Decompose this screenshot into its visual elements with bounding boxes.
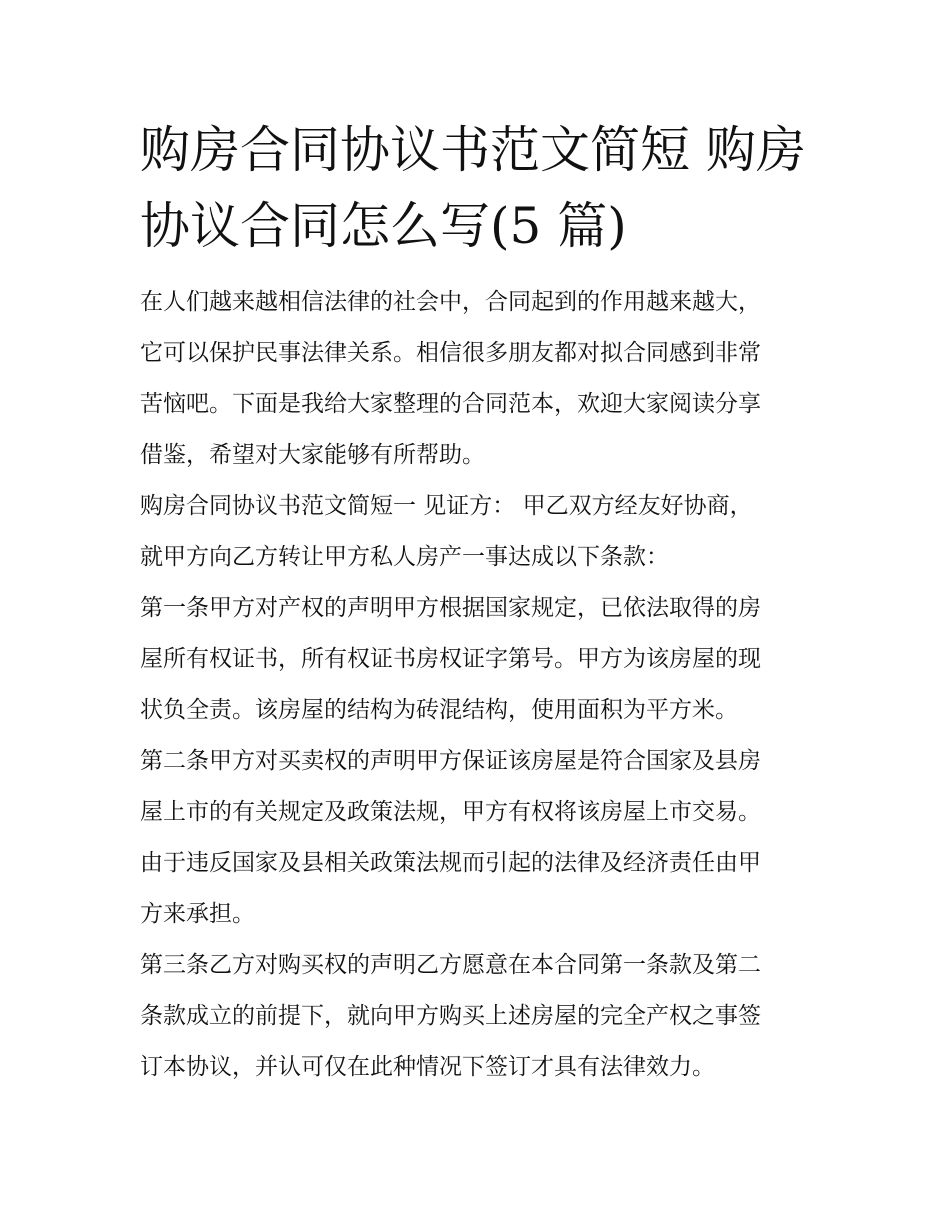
paragraph-line: 借鉴，希望对大家能够有所帮助。 [140,442,485,468]
paragraph-line: 方来承担。 [140,901,255,927]
paragraph-line: 由于违反国家及县相关政策法规而引起的法律及经济责任由甲 [140,850,761,876]
paragraph-preamble [140,481,830,583]
paragraph-line: 屋上市的有关规定及政策法规，甲方有权将该房屋上市交易。 [140,799,761,825]
paragraph-line: 购房合同协议书范文简短一 见证方： 甲乙双方经友好协商， [140,493,753,519]
paragraph-article-3 [140,940,830,1093]
paragraph-intro [140,277,830,481]
paragraph-line: 屋所有权证书，所有权证书房权证字第号。甲方为该房屋的现 [140,646,761,672]
paragraph-line: 第一条甲方对产权的声明甲方根据国家规定，已依法取得的房 [140,595,761,621]
paragraph-line: 订本协议，并认可仅在此种情况下签订才具有法律效力。 [140,1054,715,1080]
paragraph-line: 苦恼吧。下面是我给大家整理的合同范本，欢迎大家阅读分享 [140,391,761,417]
paragraph-line: 就甲方向乙方转让甲方私人房产一事达成以下条款： [140,544,669,570]
paragraph-line: 第三条乙方对购买权的声明乙方愿意在本合同第一条款及第二 [140,952,761,978]
paragraph-line: 在人们越来越相信法律的社会中，合同起到的作用越来越大， [140,289,761,315]
document-title [140,112,820,264]
paragraph-article-1 [140,583,830,736]
paragraph-article-2 [140,736,830,940]
document-body [140,277,830,1093]
title-line: 购房合同协议书范文简短 购房 [140,121,806,179]
paragraph-line: 条款成立的前提下，就向甲方购买上述房屋的完全产权之事签 [140,1003,761,1029]
paragraph-line: 第二条甲方对买卖权的声明甲方保证该房屋是符合国家及县房 [140,748,761,774]
paragraph-line: 状负全责。该房屋的结构为砖混结构，使用面积为平方米。 [140,697,738,723]
paragraph-line: 它可以保护民事法律关系。相信很多朋友都对拟合同感到非常 [140,340,761,366]
title-line: 协议合同怎么写(5 篇) [140,197,627,255]
